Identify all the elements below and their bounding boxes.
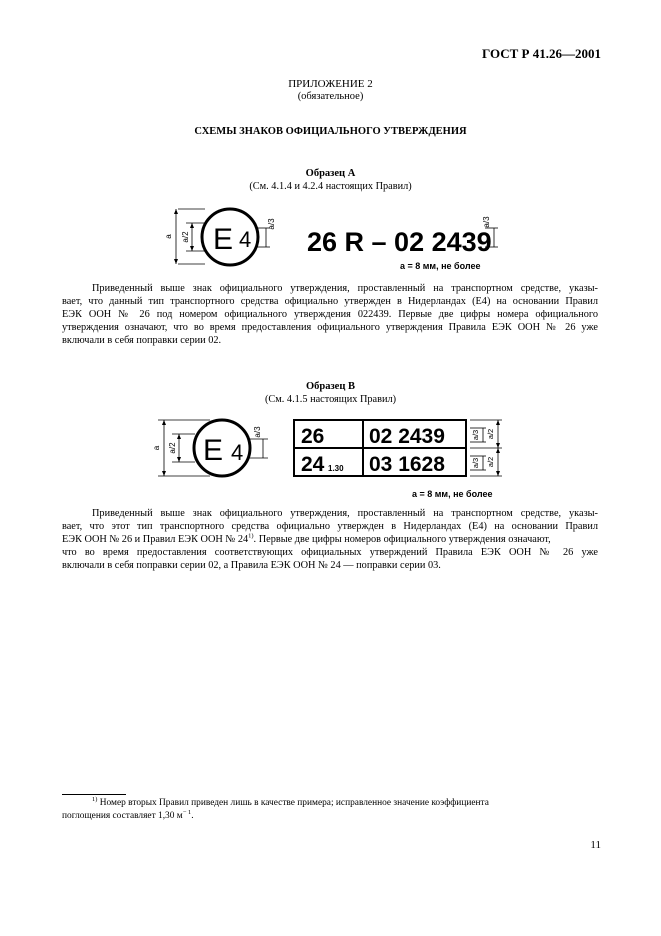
footnote-text: поглощения составляет 1,30 м: [62, 811, 183, 821]
dim-row1-a3-label: a/3: [471, 429, 480, 441]
dim-a3-right-label: a/3: [482, 216, 491, 228]
text-line: Приведенный выше знак официального утверждения, проставленный на транспортном средстве, указы-: [92, 283, 598, 294]
appendix-title: ПРИЛОЖЕНИЕ 2: [288, 78, 373, 90]
dim-a-label: a: [152, 445, 161, 451]
footnote-text: .: [191, 811, 194, 821]
mark-country-number: 4: [231, 440, 244, 465]
sample-b-ref: (См. 4.1.5 настоящих Правил): [264, 394, 397, 405]
footnote-separator: [62, 794, 126, 795]
text-line: вает, что этот тип транспортного средства официально утвержден в Нидерландах (E4) на основании Правил: [62, 521, 598, 532]
text-line: включали в себя поправки серии 02, а Правила ЕЭК ООН № 24 — поправки серии 03.: [62, 560, 441, 571]
sample-b-caption: a = 8 мм, не более: [412, 489, 493, 499]
text-fragment: . Первые две цифры номеров официального утверждения означают,: [253, 534, 551, 545]
dim-row2-a2-label: a/2: [486, 456, 495, 468]
text-line: Приведенный выше знак официального утверждения, проставленный на транспортном средстве, указы-: [92, 508, 598, 519]
footnote-line: [62, 810, 598, 823]
dim-a2-label: a/2: [181, 231, 190, 243]
dim-arrow: [496, 443, 500, 448]
sample-b-mark: [150, 412, 512, 492]
dim-a3-label: a/3: [253, 426, 262, 438]
row2-absorption-coefficient: 1.30: [328, 464, 344, 473]
appendix-note: (обязательное): [297, 91, 364, 102]
dim-arrow: [496, 448, 500, 453]
text-line: утверждения означают, что во время предоставления официального утверждения Правила ЕЭК ООН № 26 уже: [62, 322, 598, 333]
dim-a2-label: a/2: [168, 442, 177, 454]
dim-a3-label: a/3: [267, 218, 276, 230]
footnote-ref: 1): [248, 532, 254, 540]
dim-a2-arrow-down: [190, 246, 194, 251]
sample-b-paragraph: [62, 507, 598, 572]
dim-a2-arrow-up: [177, 434, 181, 439]
text-line: ЕЭК ООН № 26 под номером официального утверждения 022439. Первые две цифры номера официального: [62, 309, 598, 320]
dim-row2-a3-label: a/3: [471, 457, 480, 469]
mark-letter: E: [203, 434, 224, 467]
dim-arrow: [496, 420, 500, 425]
mark-letter: E: [213, 223, 234, 256]
footnote-unit-exponent: − 1: [182, 808, 192, 816]
dim-a-arrow-down: [174, 259, 178, 264]
mark-country-number: 4: [239, 227, 252, 252]
sample-a-paragraph: [62, 282, 598, 347]
row1-approval-number: 02 2439: [369, 425, 445, 448]
row2-regulation: 24: [301, 453, 325, 476]
sample-a-title: Образец A: [305, 168, 356, 179]
text-line: включали в себя поправки серии 02.: [62, 335, 222, 346]
text-line: [62, 533, 598, 546]
dim-row1-a2-label: a/2: [486, 428, 495, 440]
section-title: СХЕМЫ ЗНАКОВ ОФИЦИАЛЬНОГО УТВЕРЖДЕНИЯ: [194, 126, 467, 137]
dim-a-label: a: [164, 234, 173, 239]
text-line: вает, что данный тип транспортного средства официально утвержден в Нидерландах (E4) на основании Правил: [62, 296, 598, 307]
dim-a-arrow-down: [162, 471, 166, 476]
footnote: [62, 797, 598, 823]
dim-a-arrow-up: [162, 420, 166, 425]
page-number: 11: [590, 839, 601, 851]
row2-approval-number: 03 1628: [369, 453, 445, 476]
text-line: что во время предоставления соответствующих официальных утверждений Правила ЕЭК ООН № 26 уже: [62, 547, 598, 558]
text-fragment: ЕЭК ООН № 26 и Правил ЕЭК ООН № 24: [62, 534, 249, 545]
dim-a2-arrow-down: [177, 457, 181, 462]
row1-regulation: 26: [301, 425, 325, 448]
sample-a-caption: a = 8 мм, не более: [400, 261, 481, 271]
footnote-mark: 1): [92, 795, 98, 803]
approval-code: 26 R – 02 2439: [307, 227, 492, 257]
sample-a-ref: (См. 4.1.4 и 4.2.4 настоящих Правил): [249, 181, 412, 192]
dim-a2-arrow-up: [190, 223, 194, 228]
dim-a-arrow-up: [174, 209, 178, 214]
footnote-text: Номер вторых Правил приведен лишь в качестве примера; исправленное значение коэффициента: [97, 798, 489, 808]
sample-b-title: Образец B: [305, 381, 356, 392]
footnote-line: [62, 797, 598, 810]
standard-header: ГОСТ Р 41.26—2001: [482, 46, 601, 61]
dim-arrow: [496, 471, 500, 476]
